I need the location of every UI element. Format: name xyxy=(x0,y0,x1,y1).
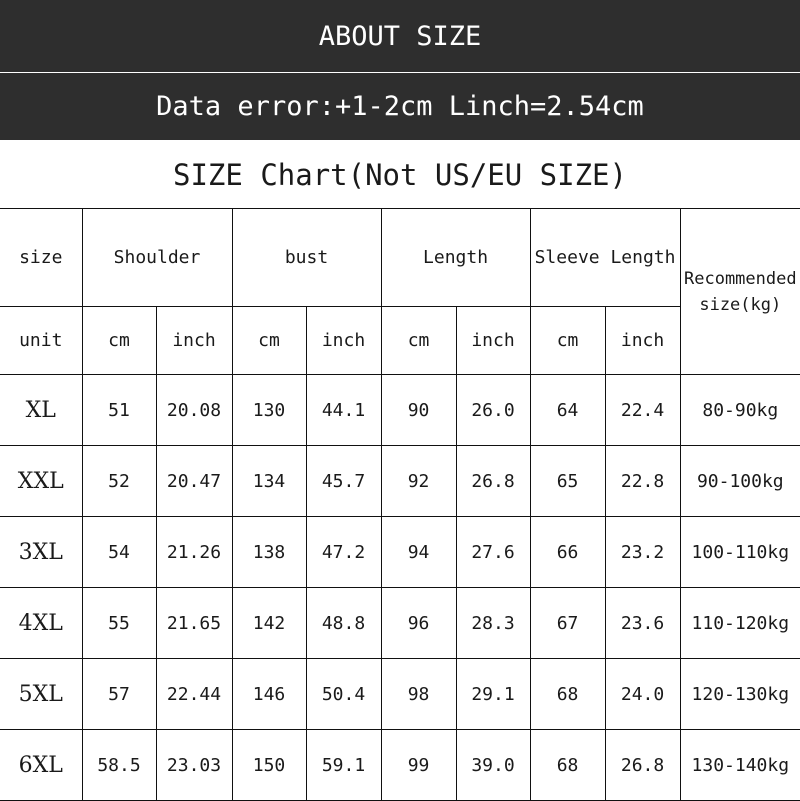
header-sleeve-length: Sleeve Length xyxy=(530,209,680,307)
bust-inch-cell: 50.4 xyxy=(306,659,381,730)
size-cell: XL xyxy=(0,375,82,446)
table-row xyxy=(0,375,800,446)
recommended-size-cell: 110-120kg xyxy=(680,588,800,659)
unit-cm: cm xyxy=(82,307,156,375)
sleeve-cm-cell: 67 xyxy=(530,588,605,659)
sleeve-inch-cell: 22.4 xyxy=(605,375,680,446)
header-length: Length xyxy=(381,209,530,307)
length-inch-cell: 39.0 xyxy=(456,730,530,801)
length-inch-cell: 29.1 xyxy=(456,659,530,730)
bust-inch-cell: 59.1 xyxy=(306,730,381,801)
length-inch-cell: 27.6 xyxy=(456,517,530,588)
header-bust: bust xyxy=(232,209,381,307)
recommended-line-1: Recommended xyxy=(684,268,797,289)
length-inch-cell: 26.8 xyxy=(456,446,530,517)
sleeve-cm-cell: 68 xyxy=(530,659,605,730)
shoulder-cm-cell: 52 xyxy=(82,446,156,517)
recommended-size-cell: 130-140kg xyxy=(680,730,800,801)
size-cell: XXL xyxy=(0,446,82,517)
bust-cm-cell: 130 xyxy=(232,375,306,446)
length-cm-cell: 99 xyxy=(381,730,456,801)
header-unit: unit xyxy=(0,307,82,375)
size-cell: 6XL xyxy=(0,730,82,801)
banner-note xyxy=(0,73,800,140)
bust-inch-cell: 44.1 xyxy=(306,375,381,446)
size-cell: 4XL xyxy=(0,588,82,659)
unit-cm: cm xyxy=(530,307,605,375)
shoulder-cm-cell: 57 xyxy=(82,659,156,730)
length-inch-cell: 28.3 xyxy=(456,588,530,659)
sleeve-inch-cell: 24.0 xyxy=(605,659,680,730)
shoulder-cm-cell: 55 xyxy=(82,588,156,659)
length-cm-cell: 92 xyxy=(381,446,456,517)
shoulder-inch-cell: 20.47 xyxy=(156,446,232,517)
table-row xyxy=(0,446,800,517)
header-shoulder: Shoulder xyxy=(82,209,232,307)
size-chart-title-text: SIZE Chart(Not US/EU SIZE) xyxy=(173,157,627,192)
length-cm-cell: 90 xyxy=(381,375,456,446)
length-cm-cell: 96 xyxy=(381,588,456,659)
sleeve-cm-cell: 65 xyxy=(530,446,605,517)
sleeve-inch-cell: 22.8 xyxy=(605,446,680,517)
shoulder-inch-cell: 23.03 xyxy=(156,730,232,801)
header-recommended-size xyxy=(680,209,800,375)
unit-inch: inch xyxy=(156,307,232,375)
recommended-size-cell: 120-130kg xyxy=(680,659,800,730)
shoulder-cm-cell: 54 xyxy=(82,517,156,588)
recommended-size-cell: 90-100kg xyxy=(680,446,800,517)
shoulder-cm-cell: 51 xyxy=(82,375,156,446)
shoulder-inch-cell: 20.08 xyxy=(156,375,232,446)
bust-cm-cell: 138 xyxy=(232,517,306,588)
banner-title xyxy=(0,0,800,72)
length-cm-cell: 98 xyxy=(381,659,456,730)
table-row xyxy=(0,588,800,659)
shoulder-inch-cell: 21.65 xyxy=(156,588,232,659)
recommended-line-2: size(kg) xyxy=(699,294,782,315)
size-chart-title xyxy=(0,141,800,209)
recommended-size-cell: 100-110kg xyxy=(680,517,800,588)
shoulder-inch-cell: 21.26 xyxy=(156,517,232,588)
bust-cm-cell: 142 xyxy=(232,588,306,659)
length-cm-cell: 94 xyxy=(381,517,456,588)
bust-cm-cell: 134 xyxy=(232,446,306,517)
bust-cm-cell: 150 xyxy=(232,730,306,801)
sleeve-inch-cell: 23.2 xyxy=(605,517,680,588)
recommended-size-cell: 80-90kg xyxy=(680,375,800,446)
table-row xyxy=(0,730,800,801)
unit-cm: cm xyxy=(232,307,306,375)
unit-inch: inch xyxy=(605,307,680,375)
sleeve-cm-cell: 64 xyxy=(530,375,605,446)
shoulder-inch-cell: 22.44 xyxy=(156,659,232,730)
header-row xyxy=(0,209,800,307)
table-row xyxy=(0,659,800,730)
shoulder-cm-cell: 58.5 xyxy=(82,730,156,801)
bust-inch-cell: 48.8 xyxy=(306,588,381,659)
unit-inch: inch xyxy=(306,307,381,375)
unit-inch: inch xyxy=(456,307,530,375)
unit-cm: cm xyxy=(381,307,456,375)
banner-title-text: ABOUT SIZE xyxy=(318,20,482,52)
sleeve-inch-cell: 26.8 xyxy=(605,730,680,801)
length-inch-cell: 26.0 xyxy=(456,375,530,446)
size-table xyxy=(0,208,800,801)
bust-inch-cell: 45.7 xyxy=(306,446,381,517)
sleeve-cm-cell: 66 xyxy=(530,517,605,588)
size-cell: 3XL xyxy=(0,517,82,588)
table-row xyxy=(0,517,800,588)
bust-cm-cell: 146 xyxy=(232,659,306,730)
sleeve-cm-cell: 68 xyxy=(530,730,605,801)
banner-note-text: Data error:+1-2cm Linch=2.54cm xyxy=(156,91,644,122)
header-size: size xyxy=(0,209,82,307)
size-cell: 5XL xyxy=(0,659,82,730)
bust-inch-cell: 47.2 xyxy=(306,517,381,588)
unit-row xyxy=(0,307,800,375)
sleeve-inch-cell: 23.6 xyxy=(605,588,680,659)
